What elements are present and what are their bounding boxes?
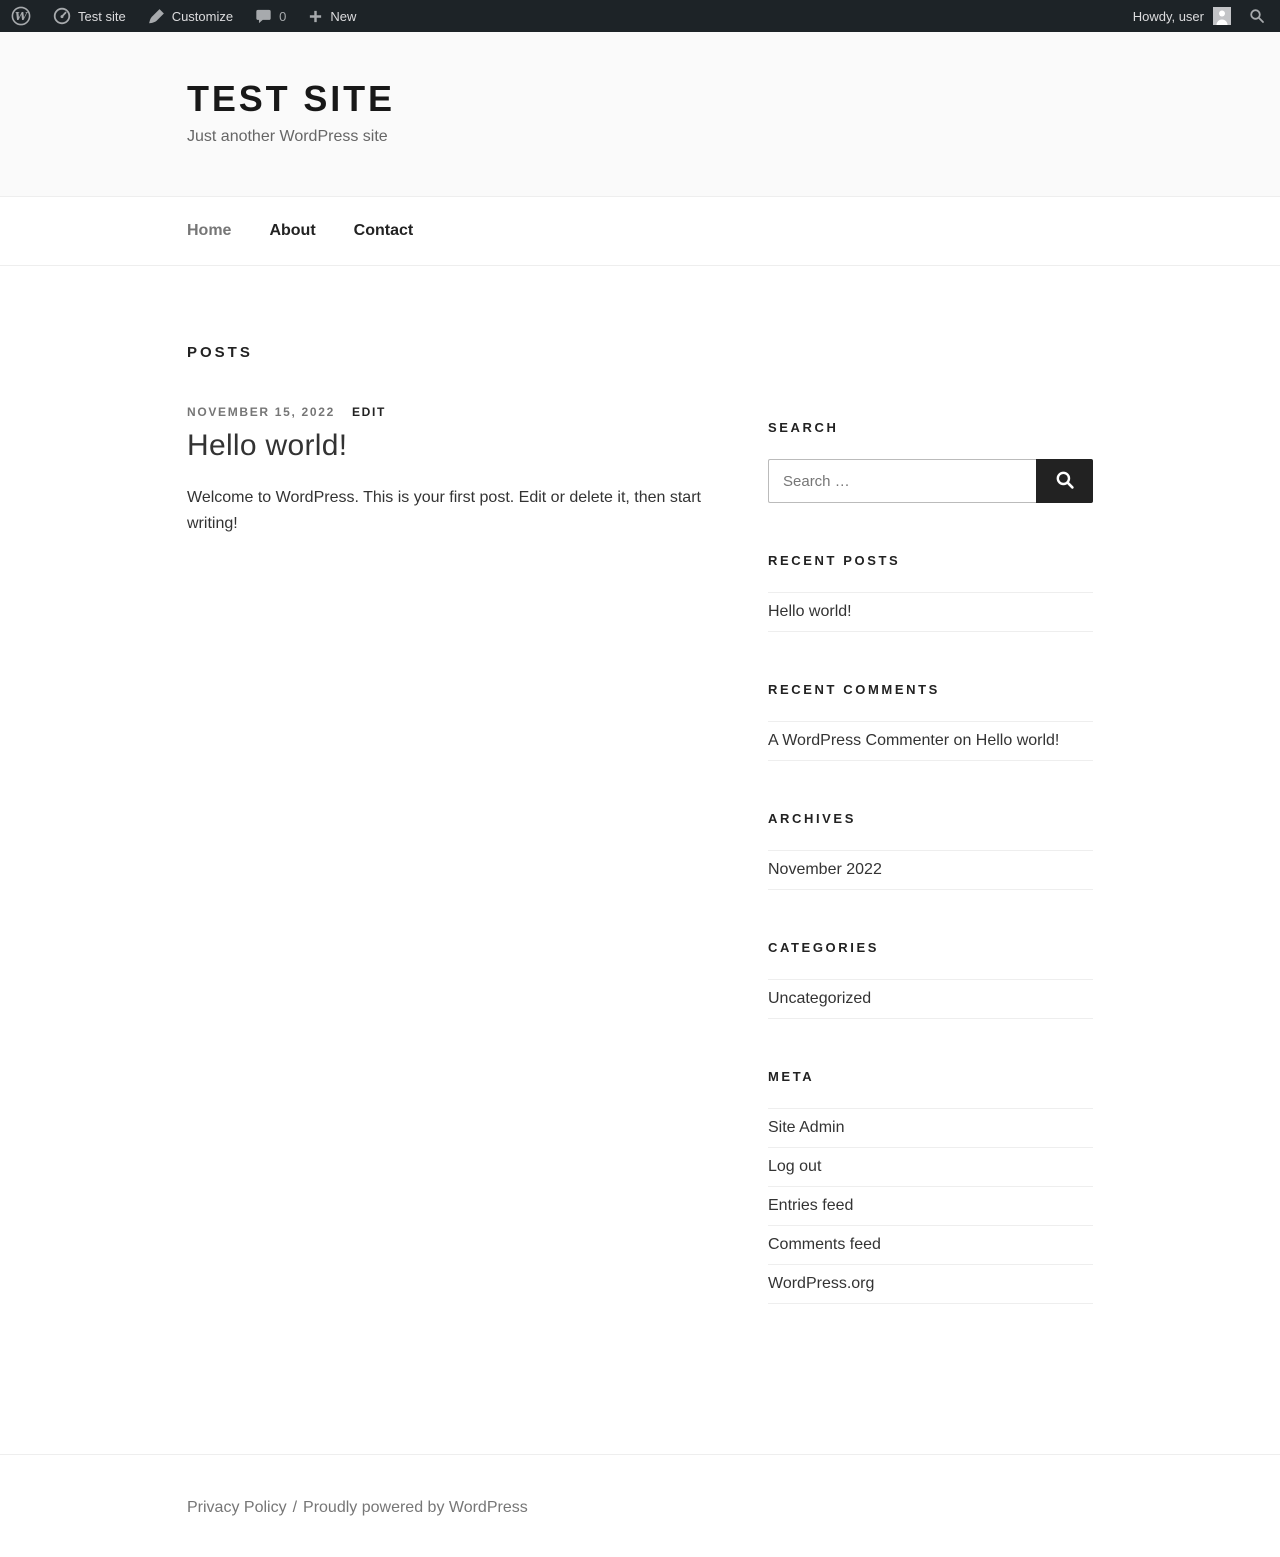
adminbar-search[interactable] [1240,0,1274,32]
privacy-policy-link[interactable]: Privacy Policy [187,1499,287,1516]
comment-connector: on [949,732,976,749]
search-widget-title: SEARCH [768,420,839,435]
svg-text:W: W [14,9,28,23]
customize-label: Customize [171,8,234,24]
wordpress-logo-icon [11,6,31,26]
sidebar [768,420,1093,1354]
search-input[interactable] [768,459,1036,503]
entry-meta [187,405,740,419]
edit-link[interactable]: EDIT [351,405,387,419]
comments-menu[interactable] [244,0,297,32]
recent-comments-title: RECENT COMMENTS [768,682,940,697]
plus-icon [308,9,323,24]
dashboard-gauge-icon [53,7,71,25]
search-widget [768,420,1093,503]
meta-site-admin-link[interactable]: Site Admin [768,1119,845,1136]
recent-posts-widget [768,553,1093,632]
howdy-label: Howdy, user [1132,8,1204,24]
list-item[interactable] [768,1109,1093,1148]
nav-link-home[interactable]: Home [187,222,232,239]
powered-by-link[interactable]: Proudly powered by WordPress [303,1499,528,1516]
entry-title-link[interactable]: Hello world! [187,429,348,462]
search-form [768,459,1093,503]
search-icon [1249,8,1265,24]
my-account-menu[interactable] [1124,0,1240,32]
archives-widget [768,811,1093,890]
site-title-link[interactable]: TEST SITE [187,78,395,119]
categories-widget [768,940,1093,1019]
entry-title[interactable] [187,429,740,463]
user-avatar [1213,7,1231,25]
archives-title: ARCHIVES [768,811,856,826]
recent-post-link[interactable]: Hello world! [768,603,852,620]
list-item[interactable] [768,980,1093,1019]
meta-wordpress-org-link[interactable]: WordPress.org [768,1275,875,1292]
main-navigation [0,197,1280,266]
list-item[interactable] [768,1226,1093,1265]
recent-comments-widget [768,682,1093,761]
new-content-menu[interactable] [297,0,367,32]
categories-title: CATEGORIES [768,940,879,955]
meta-title: META [768,1069,815,1084]
nav-item-about[interactable] [269,197,315,265]
meta-widget [768,1069,1093,1304]
nav-link-contact[interactable]: Contact [353,222,414,239]
page-title: POSTS [187,344,253,361]
meta-entries-feed-link[interactable]: Entries feed [768,1197,854,1214]
recent-posts-title: RECENT POSTS [768,553,901,568]
meta-log-out-link[interactable]: Log out [768,1158,822,1175]
site-name-label: Test site [78,8,126,24]
list-item [768,722,1093,761]
list-item[interactable] [768,1187,1093,1226]
comment-bubble-icon [255,8,272,25]
archive-link[interactable]: November 2022 [768,861,882,878]
search-submit-button[interactable] [1036,459,1093,503]
site-header [0,32,1280,197]
wp-logo-menu[interactable] [0,0,42,32]
customize-menu[interactable] [137,0,244,32]
comment-count: 0 [279,8,287,24]
entry-date-link[interactable]: NOVEMBER 15, 2022 [187,405,335,419]
site-main [0,266,1280,1454]
nav-link-about[interactable]: About [269,222,316,239]
nav-item-contact[interactable] [354,197,414,265]
site-footer [0,1454,1280,1557]
category-link[interactable]: Uncategorized [768,990,872,1007]
post-article [187,405,740,537]
site-name-menu[interactable] [42,0,137,32]
site-tagline: Just another WordPress site [187,128,388,145]
nav-item-home[interactable] [187,197,231,265]
comment-post-link[interactable]: Hello world! [975,732,1060,749]
posts-column [187,344,740,1354]
list-item[interactable] [768,1148,1093,1187]
list-item[interactable] [768,1265,1093,1304]
site-title[interactable] [187,78,1093,120]
brush-icon [148,8,165,25]
new-label: New [330,8,357,24]
entry-body: Welcome to WordPress. This is your first post. Edit or delete it, then start writing! [187,489,701,532]
footer-separator: / [292,1499,298,1516]
meta-comments-feed-link[interactable]: Comments feed [768,1236,881,1253]
list-item[interactable] [768,593,1093,632]
wp-admin-bar [0,0,1280,32]
comment-author-link[interactable]: A WordPress Commenter [768,732,950,749]
search-button-icon [1055,470,1075,493]
list-item[interactable] [768,851,1093,890]
